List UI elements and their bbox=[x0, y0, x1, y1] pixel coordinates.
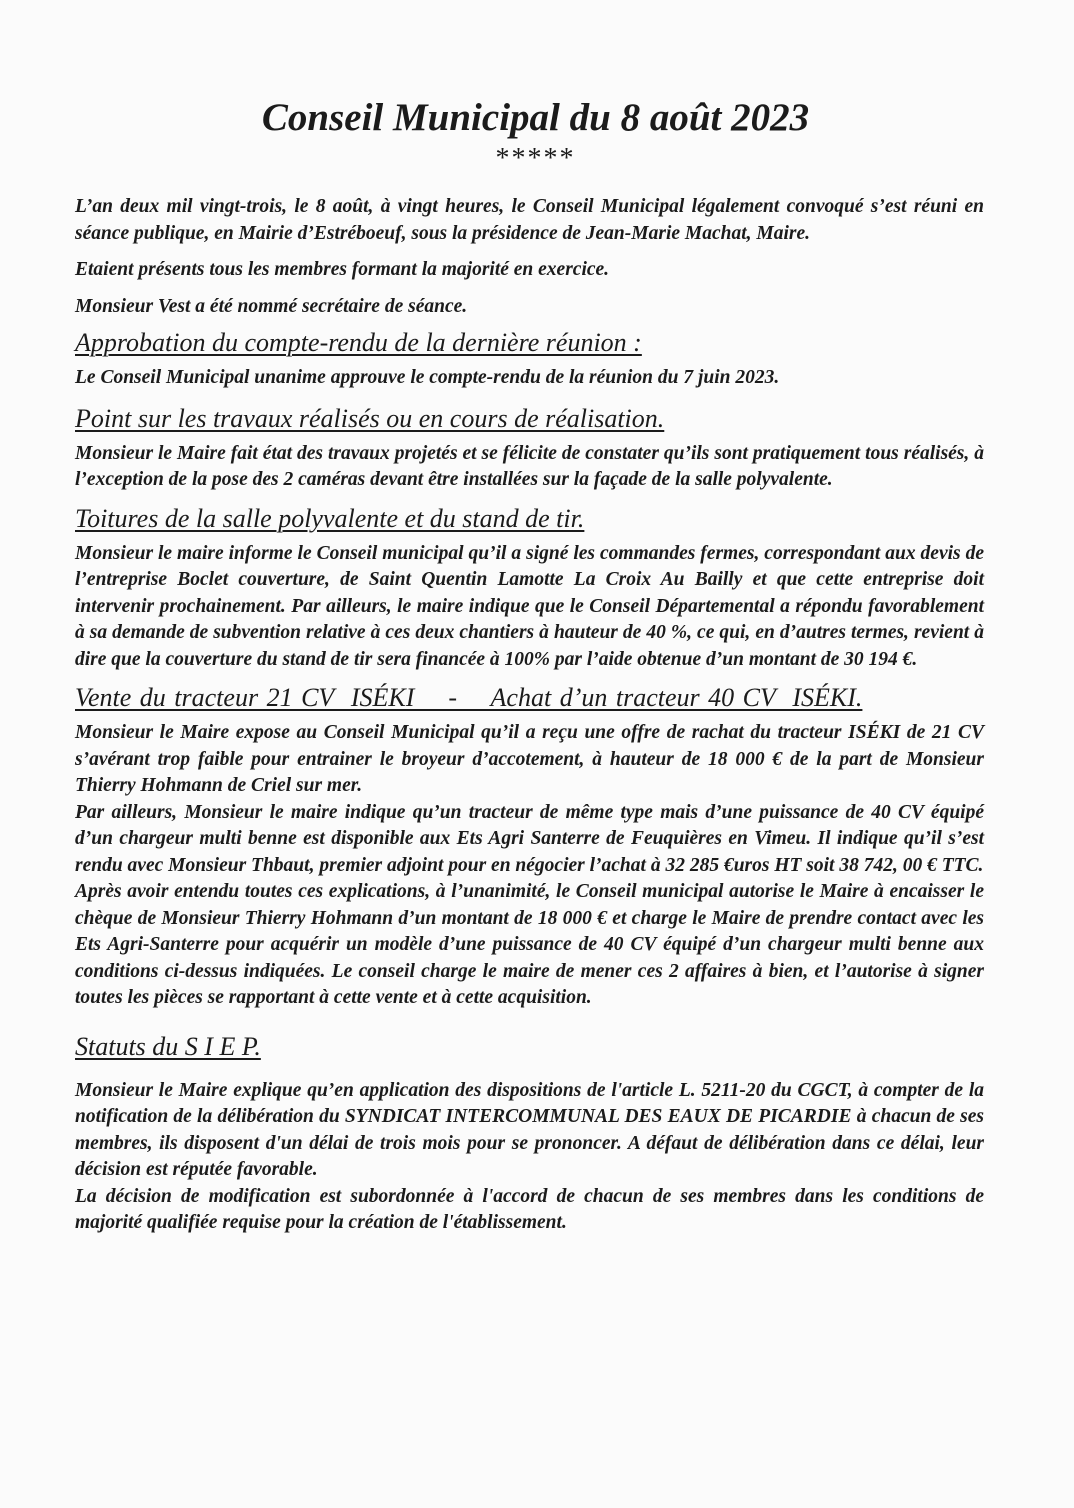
page-title: Conseil Municipal du 8 août 2023 bbox=[261, 96, 810, 139]
section-body-decision: La décision de modification est subordonnée à l'accord de chacun de ses membres dans les conditions de majorité qualifiée requise pour la création de l'établissement. bbox=[75, 1185, 984, 1233]
section-statuts bbox=[75, 1030, 984, 1237]
section-toitures bbox=[75, 502, 984, 674]
section-body: Monsieur le Maire fait état des travaux projetés et se félicite de constater qu’ils sont pratiquement tous réalisés, à l’exception de la pose des 2 caméras devant être installées sur la façade de la salle polyvalente. bbox=[75, 442, 984, 490]
section-approbation bbox=[75, 326, 984, 392]
attendance-paragraph: Etaient présents tous les membres formant la majorité en exercice. bbox=[75, 259, 610, 280]
section-heading: Approbation du compte-rendu de la dernière réunion : bbox=[75, 328, 642, 357]
section-heading: Point sur les travaux réalisés ou en cours de réalisation. bbox=[75, 403, 665, 433]
section-tracteur bbox=[75, 681, 984, 1012]
section-heading: Vente du tracteur 21 CV ISÉKI - Achat d’un tracteur 40 CV ISÉKI. bbox=[75, 683, 863, 712]
title-ornament: ***** bbox=[495, 143, 576, 174]
section-heading: Toitures de la salle polyvalente et du stand de tir. bbox=[75, 503, 585, 533]
section-body: Monsieur le maire informe le Conseil municipal qu’il a signé les commandes fermes, correspondant aux devis de l’entreprise Boclet couverture, de Saint Quentin Lamotte La Croix Au Bailly et que cette entreprise doit intervenir prochainement. Par ailleurs, le maire indique que le Conseil Départemental a répondu favorablement à sa demande de subvention relative à ces deux chantiers à hauteur de 40 %, ce qui, en d’autres termes, revient à dire que la couverture du stand de tir sera financée à 100% par l’aide obtenue d’un montant de 30 194 €. bbox=[75, 542, 984, 670]
section-body-decision: Après avoir entendu toutes ces explications, à l’unanimité, le Conseil municipal autorise le Maire à encaisser le chèque de Monsieur Thierry Hohmann d’un montant de 18 000 € et charge le Maire de prendre contact avec les Ets Agri-Santerre pour acquérir un modèle d’une puissance de 40 CV équipé d’un chargeur multi benne aux conditions ci-dessus indiquées. Le conseil charge le maire de mener ces 2 affaires à bien, et l’autorise à signer toutes les pièces se rapportant à cette vente et à cette acquisition. bbox=[75, 881, 984, 1008]
intro-paragraph: L’an deux mil vingt-trois, le 8 août, à vingt heures, le Conseil Municipal légalement convoqué s’est réuni en séance publique, en Mairie d’Estréboeuf, sous la présidence de Jean-Marie Machat, Maire. bbox=[75, 196, 984, 244]
section-body-offer: Monsieur le Maire expose au Conseil Municipal qu’il a reçu une offre de rachat du tracteur ISÉKI de 21 CV s’avérant trop faible pour entrainer le broyeur d’accotement, à hauteur de 18 000 € de la part de Monsieur Thierry Hohmann de Criel sur mer. bbox=[75, 722, 984, 796]
section-body: Le Conseil Municipal unanime approuve le compte-rendu de la réunion du 7 juin 2023. bbox=[75, 367, 780, 388]
section-travaux bbox=[75, 402, 984, 494]
secretary-paragraph: Monsieur Vest a été nommé secrétaire de séance. bbox=[75, 295, 468, 317]
section-body-explanation: Monsieur le Maire explique qu’en application des dispositions de l'article L. 5211-20 du CGCT, à compter de la notification de la délibération du SYNDICAT INTERCOMMUNAL DES EAUX DE PICARDIE à chacun de ses membres, ils disposent d'un délai de trois mois pour se prononcer. A défaut de délibération dans ce délai, leur décision est réputée favorable. bbox=[75, 1079, 984, 1180]
section-heading: Statuts du S I E P. bbox=[75, 1031, 261, 1061]
section-body-purchase: Par ailleurs, Monsieur le maire indique qu’un tracteur de même type mais d’une puissance de 40 CV équipé d’un chargeur multi benne est disponible aux Ets Agri Santerre de Feuquières en Vimeu. Il indique qu’il s’est rendu avec Monsieur Thbaut, premier adjoint pour en négocier l’achat à 32 285 €uros HT soit 38 742, 00 € TTC. bbox=[75, 801, 984, 876]
